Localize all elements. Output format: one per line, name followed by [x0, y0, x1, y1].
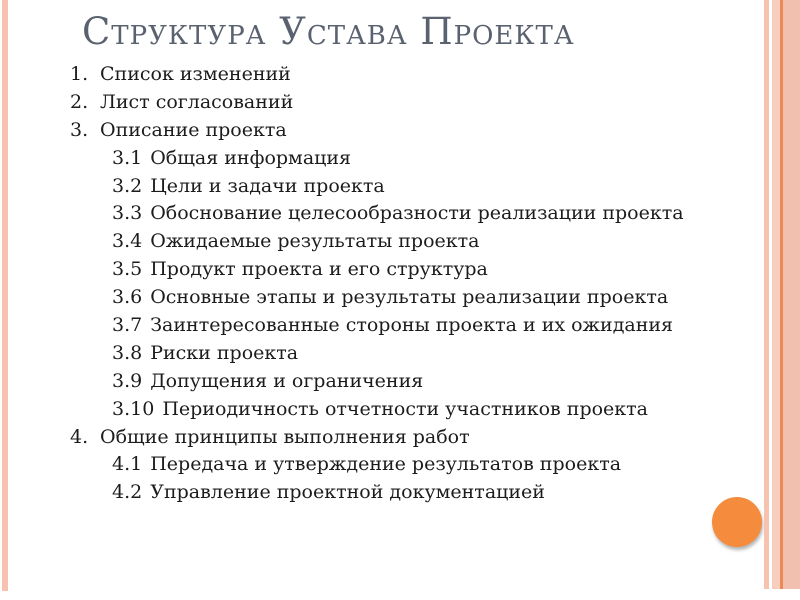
right-accent-band-line: [780, 0, 783, 589]
list-item-number: 3.1: [112, 146, 143, 169]
list-item-label: Основные этапы и результаты реализации проекта: [150, 286, 669, 309]
list-item-label: Общие принципы выполнения работ: [100, 425, 470, 448]
list-item: [70, 312, 684, 340]
list-item: [70, 117, 684, 145]
list-item-label: Допущения и ограничения: [150, 369, 424, 392]
list-item-label: Ожидаемые результаты проекта: [150, 230, 480, 253]
list-item: [70, 145, 684, 173]
list-item: [70, 479, 684, 507]
outline-list: [70, 61, 684, 507]
list-item-label: Цели и задачи проекта: [150, 174, 385, 197]
list-item: [70, 228, 684, 256]
list-item-label: Лист согласований: [100, 90, 294, 113]
list-item: [70, 340, 684, 368]
list-item-label: Периодичность отчетности участников проекта: [162, 397, 648, 420]
list-item: [70, 173, 684, 201]
list-item-number: 4.2: [112, 481, 143, 504]
list-item: [70, 256, 684, 284]
list-item-number: 3.: [70, 118, 89, 141]
list-item-label: Продукт проекта и его структура: [150, 258, 488, 281]
list-item-number: 4.1: [112, 453, 143, 476]
list-item: [70, 284, 684, 312]
list-item-number: 3.10: [112, 397, 155, 420]
list-item: [70, 61, 684, 89]
accent-circle: [712, 497, 762, 547]
list-item-number: 3.6: [112, 286, 143, 309]
list-item-number: 3.4: [112, 230, 143, 253]
list-item: [70, 200, 684, 228]
list-item-label: Передача и утверждение результатов проекта: [150, 453, 622, 476]
list-item-number: 3.3: [112, 202, 143, 225]
list-item-label: Обоснование целесообразности реализации проекта: [150, 202, 684, 225]
list-item-number: 2.: [70, 90, 89, 113]
list-item-number: 3.2: [112, 174, 143, 197]
list-item-label: Описание проекта: [100, 118, 287, 141]
list-item-number: 3.8: [112, 341, 143, 364]
right-accent-band: [772, 0, 800, 589]
list-item: [70, 89, 684, 117]
list-item-label: Список изменений: [100, 63, 291, 85]
list-item: [70, 424, 684, 452]
list-item: [70, 368, 684, 396]
list-item: [70, 396, 684, 424]
right-accent-band-fill: [783, 0, 800, 589]
list-item-number: 3.7: [112, 314, 143, 337]
list-item-label: Риски проекта: [150, 341, 299, 364]
list-item-number: 3.5: [112, 258, 143, 281]
left-accent-stripe: [2, 0, 8, 591]
list-item-label: Общая информация: [150, 146, 352, 169]
list-item-number: 1.: [70, 63, 89, 85]
list-item: [70, 451, 684, 479]
list-item-label: Управление проектной документацией: [150, 481, 545, 504]
list-item-number: 4.: [70, 425, 89, 448]
right-accent-stripe: [764, 0, 769, 589]
slide-title: Структура Устава Проекта: [82, 10, 575, 53]
list-item-number: 3.9: [112, 369, 143, 392]
list-item-label: Заинтересованные стороны проекта и их ожидания: [150, 314, 674, 337]
